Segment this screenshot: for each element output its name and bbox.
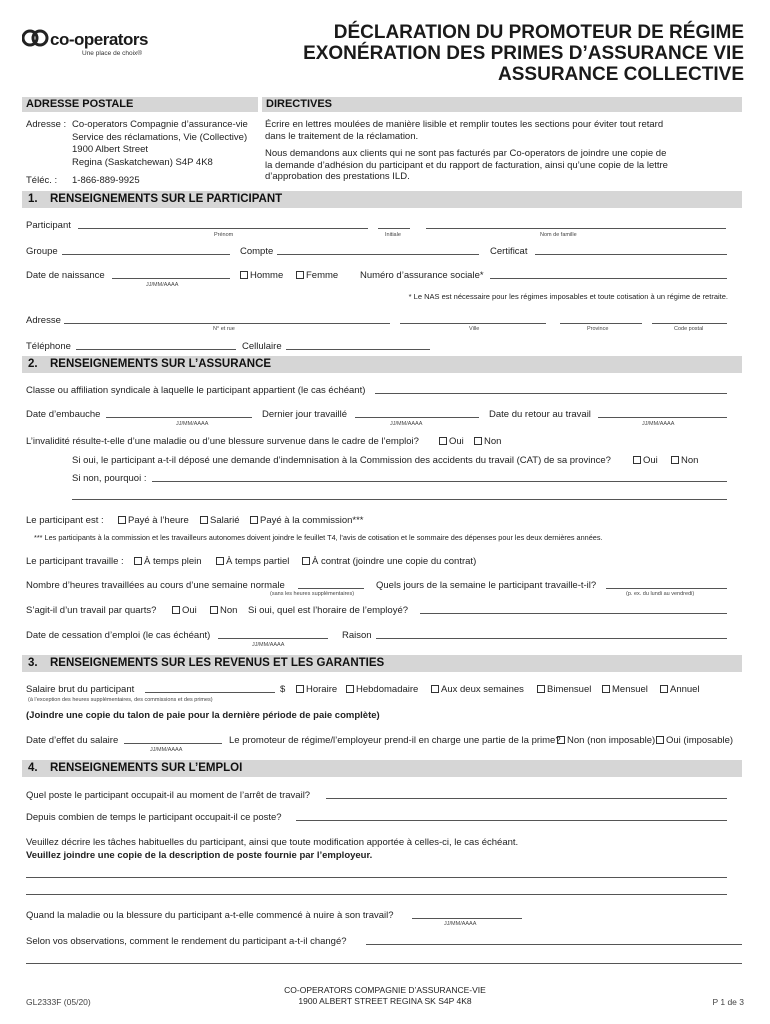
work-related-yes-checkbox[interactable] <box>439 437 447 445</box>
company-logo <box>22 24 172 64</box>
sin-note: * Le NAS est nécessaire pour les régimes imposables et toute cotisation à un régime de retraite. <box>408 292 728 301</box>
if-no-why-field-2[interactable] <box>72 499 727 500</box>
salary-effective-field[interactable] <box>124 743 222 744</box>
male-label: Homme <box>250 270 284 281</box>
male-checkbox[interactable] <box>240 271 248 279</box>
province-field[interactable] <box>560 323 642 324</box>
hourly-option[interactable] <box>118 515 189 526</box>
termination-date-label: Date de cessation d’emploi (le cas échéant) <box>26 630 211 641</box>
taxable-label: Oui (imposable) <box>666 735 734 746</box>
days-field[interactable] <box>606 588 727 589</box>
gross-salary-field[interactable] <box>145 692 275 693</box>
performance-field-2[interactable] <box>26 963 742 964</box>
annual-period-checkbox[interactable] <box>660 685 668 693</box>
gross-salary-hint: (à l’exception des heures supplémentaires, des commissions et des primes) <box>28 697 213 703</box>
work-related-yes[interactable] <box>439 436 464 447</box>
pay-type-label: Le participant est : <box>26 515 104 526</box>
page-number: P 1 de 3 <box>712 997 744 1007</box>
birthdate-hint: JJ/MM/AAAA <box>146 282 179 288</box>
no-label: Non <box>484 436 502 447</box>
commission-checkbox[interactable] <box>250 516 258 524</box>
taxable-option[interactable] <box>656 735 733 746</box>
birthdate-field[interactable] <box>112 278 230 279</box>
period-label: Mensuel <box>612 684 648 695</box>
period-label: Annuel <box>670 684 700 695</box>
shift-work-question: S’agit-il d’un travail par quarts? <box>26 605 157 616</box>
tenure-field[interactable] <box>296 820 727 821</box>
job-description-note: Veuillez joindre une copie de la description de poste fournie par l’employeur. <box>26 850 373 861</box>
class-label: Classe ou affiliation syndicale à laquelle le participant appartient (le cas échéant) <box>26 385 366 396</box>
hourly-checkbox[interactable] <box>118 516 126 524</box>
yes-label: Oui <box>449 436 464 447</box>
section-title: RENSEIGNEMENTS SUR LE PARTICIPANT <box>50 193 283 205</box>
return-date-field[interactable] <box>598 417 727 418</box>
hours-field[interactable] <box>298 588 364 589</box>
period-label: Horaire <box>306 684 338 695</box>
province-hint: Province <box>587 326 609 332</box>
semimonthly-period-checkbox[interactable] <box>537 685 545 693</box>
sin-field[interactable] <box>490 278 727 279</box>
salaried-option[interactable] <box>200 515 240 526</box>
logo-name: co-operators <box>50 30 148 49</box>
shift-yes-checkbox[interactable] <box>172 606 180 614</box>
postal-code-hint: Code postal <box>674 326 704 332</box>
duties-field-2[interactable] <box>26 894 727 895</box>
biweekly-period[interactable] <box>431 684 524 695</box>
weekly-period[interactable] <box>346 684 418 695</box>
birthdate-label: Date de naissance <box>26 270 105 281</box>
section-number: 2. <box>28 358 38 370</box>
last-name-hint: Nom de famille <box>540 232 577 238</box>
hours-hint: (sans les heures supplémentaires) <box>270 591 355 597</box>
pay-stub-note: (Joindre une copie du talon de paie pour la dernière période de paie complète) <box>26 710 380 721</box>
group-label: Groupe <box>26 246 58 257</box>
hours-label: Nombre d’heures travaillées au cours d’une semaine normale <box>26 580 285 591</box>
footer-company-address: 1900 ALBERT STREET REGINA SK S4P 4K8 <box>298 996 472 1006</box>
address-header: ADRESSE POSTALE <box>22 97 258 112</box>
position-field[interactable] <box>326 798 727 799</box>
address-line: Service des réclamations, Vie (Collective) <box>72 131 248 143</box>
section-number: 4. <box>28 762 38 774</box>
address-label: Adresse : <box>26 119 67 130</box>
non-taxable-checkbox[interactable] <box>557 736 565 744</box>
monthly-period[interactable] <box>602 684 648 695</box>
logo-tagline: Une place de choix® <box>82 50 143 57</box>
phone-field[interactable] <box>76 349 236 350</box>
semimonthly-period[interactable] <box>537 684 591 695</box>
directive-line: Nous demandons aux clients qui ne sont pas facturés par Co-operators de joindre une copie de <box>265 148 667 159</box>
form-code: GL2333F (05/20) <box>26 997 91 1007</box>
female-option[interactable] <box>296 270 338 281</box>
no-label: Non <box>220 605 238 616</box>
full-time-option[interactable] <box>134 556 202 567</box>
directives-header: DIRECTIVES <box>262 97 742 112</box>
days-label: Quels jours de la semaine le participant travaille-t-il? <box>376 580 597 591</box>
return-date-hint: JJ/MM/AAAA <box>642 421 675 427</box>
duties-field-1[interactable] <box>26 877 727 878</box>
shift-no[interactable] <box>210 605 237 616</box>
contract-label: À contrat (joindre une copie du contrat) <box>312 556 477 567</box>
title-line-3: ASSURANCE COLLECTIVE <box>498 64 744 85</box>
city-field[interactable] <box>400 323 546 324</box>
street-field[interactable] <box>64 323 390 324</box>
commission-note: *** Les participants à la commission et les travailleurs autonomes doivent joindre le feuillet T4, l’avis de cotisation et le sommaire des dépenses pour les deux dernières années. <box>34 533 603 542</box>
female-checkbox[interactable] <box>296 271 304 279</box>
last-name-field[interactable] <box>426 228 726 229</box>
reason-field[interactable] <box>376 638 727 639</box>
wcb-no-checkbox[interactable] <box>671 456 679 464</box>
onset-field[interactable] <box>412 918 522 919</box>
section-number: 3. <box>28 657 38 669</box>
co-operators-logo-icon <box>22 26 50 50</box>
account-label: Compte <box>240 246 274 257</box>
tenure-question: Depuis combien de temps le participant occupait-il ce poste? <box>26 812 282 823</box>
first-name-field[interactable] <box>78 228 368 229</box>
salary-effective-hint: JJ/MM/AAAA <box>150 747 183 753</box>
if-no-why-field[interactable] <box>152 481 727 482</box>
commission-option[interactable] <box>250 515 364 526</box>
part-time-option[interactable] <box>216 556 289 567</box>
reason-label: Raison <box>342 630 372 641</box>
male-option[interactable] <box>240 270 283 281</box>
section-title: RENSEIGNEMENTS SUR LES REVENUS ET LES GARANTIES <box>50 657 385 669</box>
salaried-checkbox[interactable] <box>200 516 208 524</box>
return-date-label: Date du retour au travail <box>489 409 591 420</box>
period-label: Hebdomadaire <box>356 684 419 695</box>
class-field[interactable] <box>375 393 727 394</box>
wcb-yes-checkbox[interactable] <box>633 456 641 464</box>
hire-date-field[interactable] <box>106 417 252 418</box>
section-title: RENSEIGNEMENTS SUR L’ASSURANCE <box>50 358 272 370</box>
weekly-period-checkbox[interactable] <box>346 685 354 693</box>
hourly-label: Payé à l’heure <box>128 515 189 526</box>
group-field[interactable] <box>62 254 230 255</box>
phone-label: Téléphone <box>26 341 71 352</box>
work-related-no-checkbox[interactable] <box>474 437 482 445</box>
address-line: Co-operators Compagnie d’assurance-vie <box>72 119 248 130</box>
taxable-checkbox[interactable] <box>656 736 664 744</box>
no-label: Non <box>681 455 699 466</box>
work-related-question: L’invalidité résulte-t-elle d’une maladie ou d’une blessure survenue dans le cadre de l’emploi? <box>26 436 419 447</box>
shift-schedule-label: Si oui, quel est l’horaire de l’employé? <box>248 605 409 616</box>
account-field[interactable] <box>277 254 479 255</box>
address-line: 1900 Albert Street <box>72 144 149 155</box>
commission-label: Payé à la commission*** <box>260 515 364 526</box>
certificate-field[interactable] <box>535 254 727 255</box>
termination-date-hint: JJ/MM/AAAA <box>252 642 285 648</box>
initial-hint: Initiale <box>385 232 401 238</box>
directive-line: dans le traitement de la réclamation. <box>265 130 419 142</box>
female-label: Femme <box>306 270 339 281</box>
biweekly-period-checkbox[interactable] <box>431 685 439 693</box>
form-title <box>303 22 744 85</box>
termination-date-field[interactable] <box>218 638 328 639</box>
period-label: Aux deux semaines <box>441 684 524 695</box>
salaried-label: Salarié <box>210 515 240 526</box>
annual-period[interactable] <box>660 684 700 695</box>
wcb-yes[interactable] <box>633 455 658 466</box>
section-1-header <box>22 191 742 208</box>
shift-schedule-field[interactable] <box>420 613 727 614</box>
last-day-hint: JJ/MM/AAAA <box>390 421 423 427</box>
full-time-checkbox[interactable] <box>134 557 142 565</box>
cell-field[interactable] <box>286 349 430 350</box>
hire-date-label: Date d’embauche <box>26 409 101 420</box>
dollar-sign: $ <box>280 684 286 695</box>
directive-line: la demande d’adhésion du participant et du rapport de facturation, ainsi qu’une copie de la lettre <box>265 159 668 171</box>
position-question: Quel poste le participant occupait-il au moment de l’arrêt de travail? <box>26 790 311 801</box>
period-label: Bimensuel <box>547 684 592 695</box>
footer-company-name: CO-OPERATORS COMPAGNIE D’ASSURANCE-VIE <box>284 985 486 995</box>
performance-field[interactable] <box>366 944 742 945</box>
work-schedule-label: Le participant travaille : <box>26 556 124 567</box>
full-time-label: À temps plein <box>144 556 202 567</box>
last-day-field[interactable] <box>355 417 479 418</box>
section-3-header <box>22 655 742 672</box>
address-block <box>72 119 248 169</box>
address-field-label: Adresse <box>26 315 61 326</box>
contract-checkbox[interactable] <box>302 557 310 565</box>
fax-number: 1-866-889-9925 <box>72 175 140 186</box>
sin-label: Numéro d’assurance sociale* <box>360 270 484 281</box>
shift-no-checkbox[interactable] <box>210 606 218 614</box>
section-2-header <box>22 356 742 373</box>
part-time-checkbox[interactable] <box>216 557 224 565</box>
shift-yes[interactable] <box>172 605 197 616</box>
address-line: Regina (Saskatchewan) S4P 4K8 <box>72 156 213 168</box>
yes-label: Oui <box>643 455 658 466</box>
performance-question: Selon vos observations, comment le rendement du participant a-t-il changé? <box>26 936 347 947</box>
salary-effective-label: Date d’effet du salaire <box>26 735 119 746</box>
section-title: RENSEIGNEMENTS SUR L’EMPLOI <box>50 762 243 774</box>
onset-question: Quand la maladie ou la blessure du participant a-t-elle commencé à nuire à son travail? <box>26 910 394 921</box>
monthly-period-checkbox[interactable] <box>602 685 610 693</box>
section-number: 1. <box>28 193 38 205</box>
work-related-no[interactable] <box>474 436 501 447</box>
duties-question: Veuillez décrire les tâches habituelles du participant, ainsi que toute modification apportée à celles-ci, le cas échéant. <box>26 837 519 848</box>
certificate-label: Certificat <box>490 246 528 257</box>
directive-line: Écrire en lettres moulées de manière lisible et remplir toutes les sections pour éviter tout retard <box>265 119 664 130</box>
postal-code-field[interactable] <box>652 323 727 324</box>
gross-salary-label: Salaire brut du participant <box>26 684 135 695</box>
part-time-label: À temps partiel <box>226 556 290 567</box>
title-line-1: DÉCLARATION DU PROMOTEUR DE RÉGIME <box>333 22 744 43</box>
street-hint: N° et rue <box>213 326 235 332</box>
last-day-label: Dernier jour travaillé <box>262 409 348 420</box>
section-4-header <box>22 760 742 777</box>
hourly-period-checkbox[interactable] <box>296 685 304 693</box>
directive-line: d’approbation des prestations ILD. <box>265 171 410 182</box>
if-no-why-label: Si non, pourquoi : <box>72 473 147 484</box>
wcb-no[interactable] <box>671 455 698 466</box>
non-taxable-label: Non (non imposable) <box>567 735 656 746</box>
hire-date-hint: JJ/MM/AAAA <box>176 421 209 427</box>
cell-label: Cellulaire <box>242 341 282 352</box>
participant-label: Participant <box>26 220 71 231</box>
city-hint: Ville <box>469 326 480 332</box>
title-line-2: EXONÉRATION DES PRIMES D’ASSURANCE VIE <box>303 43 744 64</box>
hourly-period[interactable] <box>296 684 337 695</box>
onset-hint: JJ/MM/AAAA <box>444 921 477 927</box>
contract-option[interactable] <box>302 556 476 567</box>
directives-text <box>265 119 668 183</box>
initial-field[interactable] <box>378 228 410 229</box>
footer-company <box>0 985 770 1007</box>
non-taxable-option[interactable] <box>557 735 655 746</box>
wcb-question: Si oui, le participant a-t-il déposé une demande d’indemnisation à la Commission des accidents du travail (CAT) de sa province? <box>72 455 611 466</box>
premium-question: Le promoteur de régime/l’employeur prend-il en charge une partie de la prime? <box>229 735 561 746</box>
first-name-hint: Prénom <box>214 232 234 238</box>
days-hint: (p. ex. du lundi au vendredi) <box>626 591 695 597</box>
fax-label: Téléc. : <box>26 175 58 186</box>
yes-label: Oui <box>182 605 197 616</box>
